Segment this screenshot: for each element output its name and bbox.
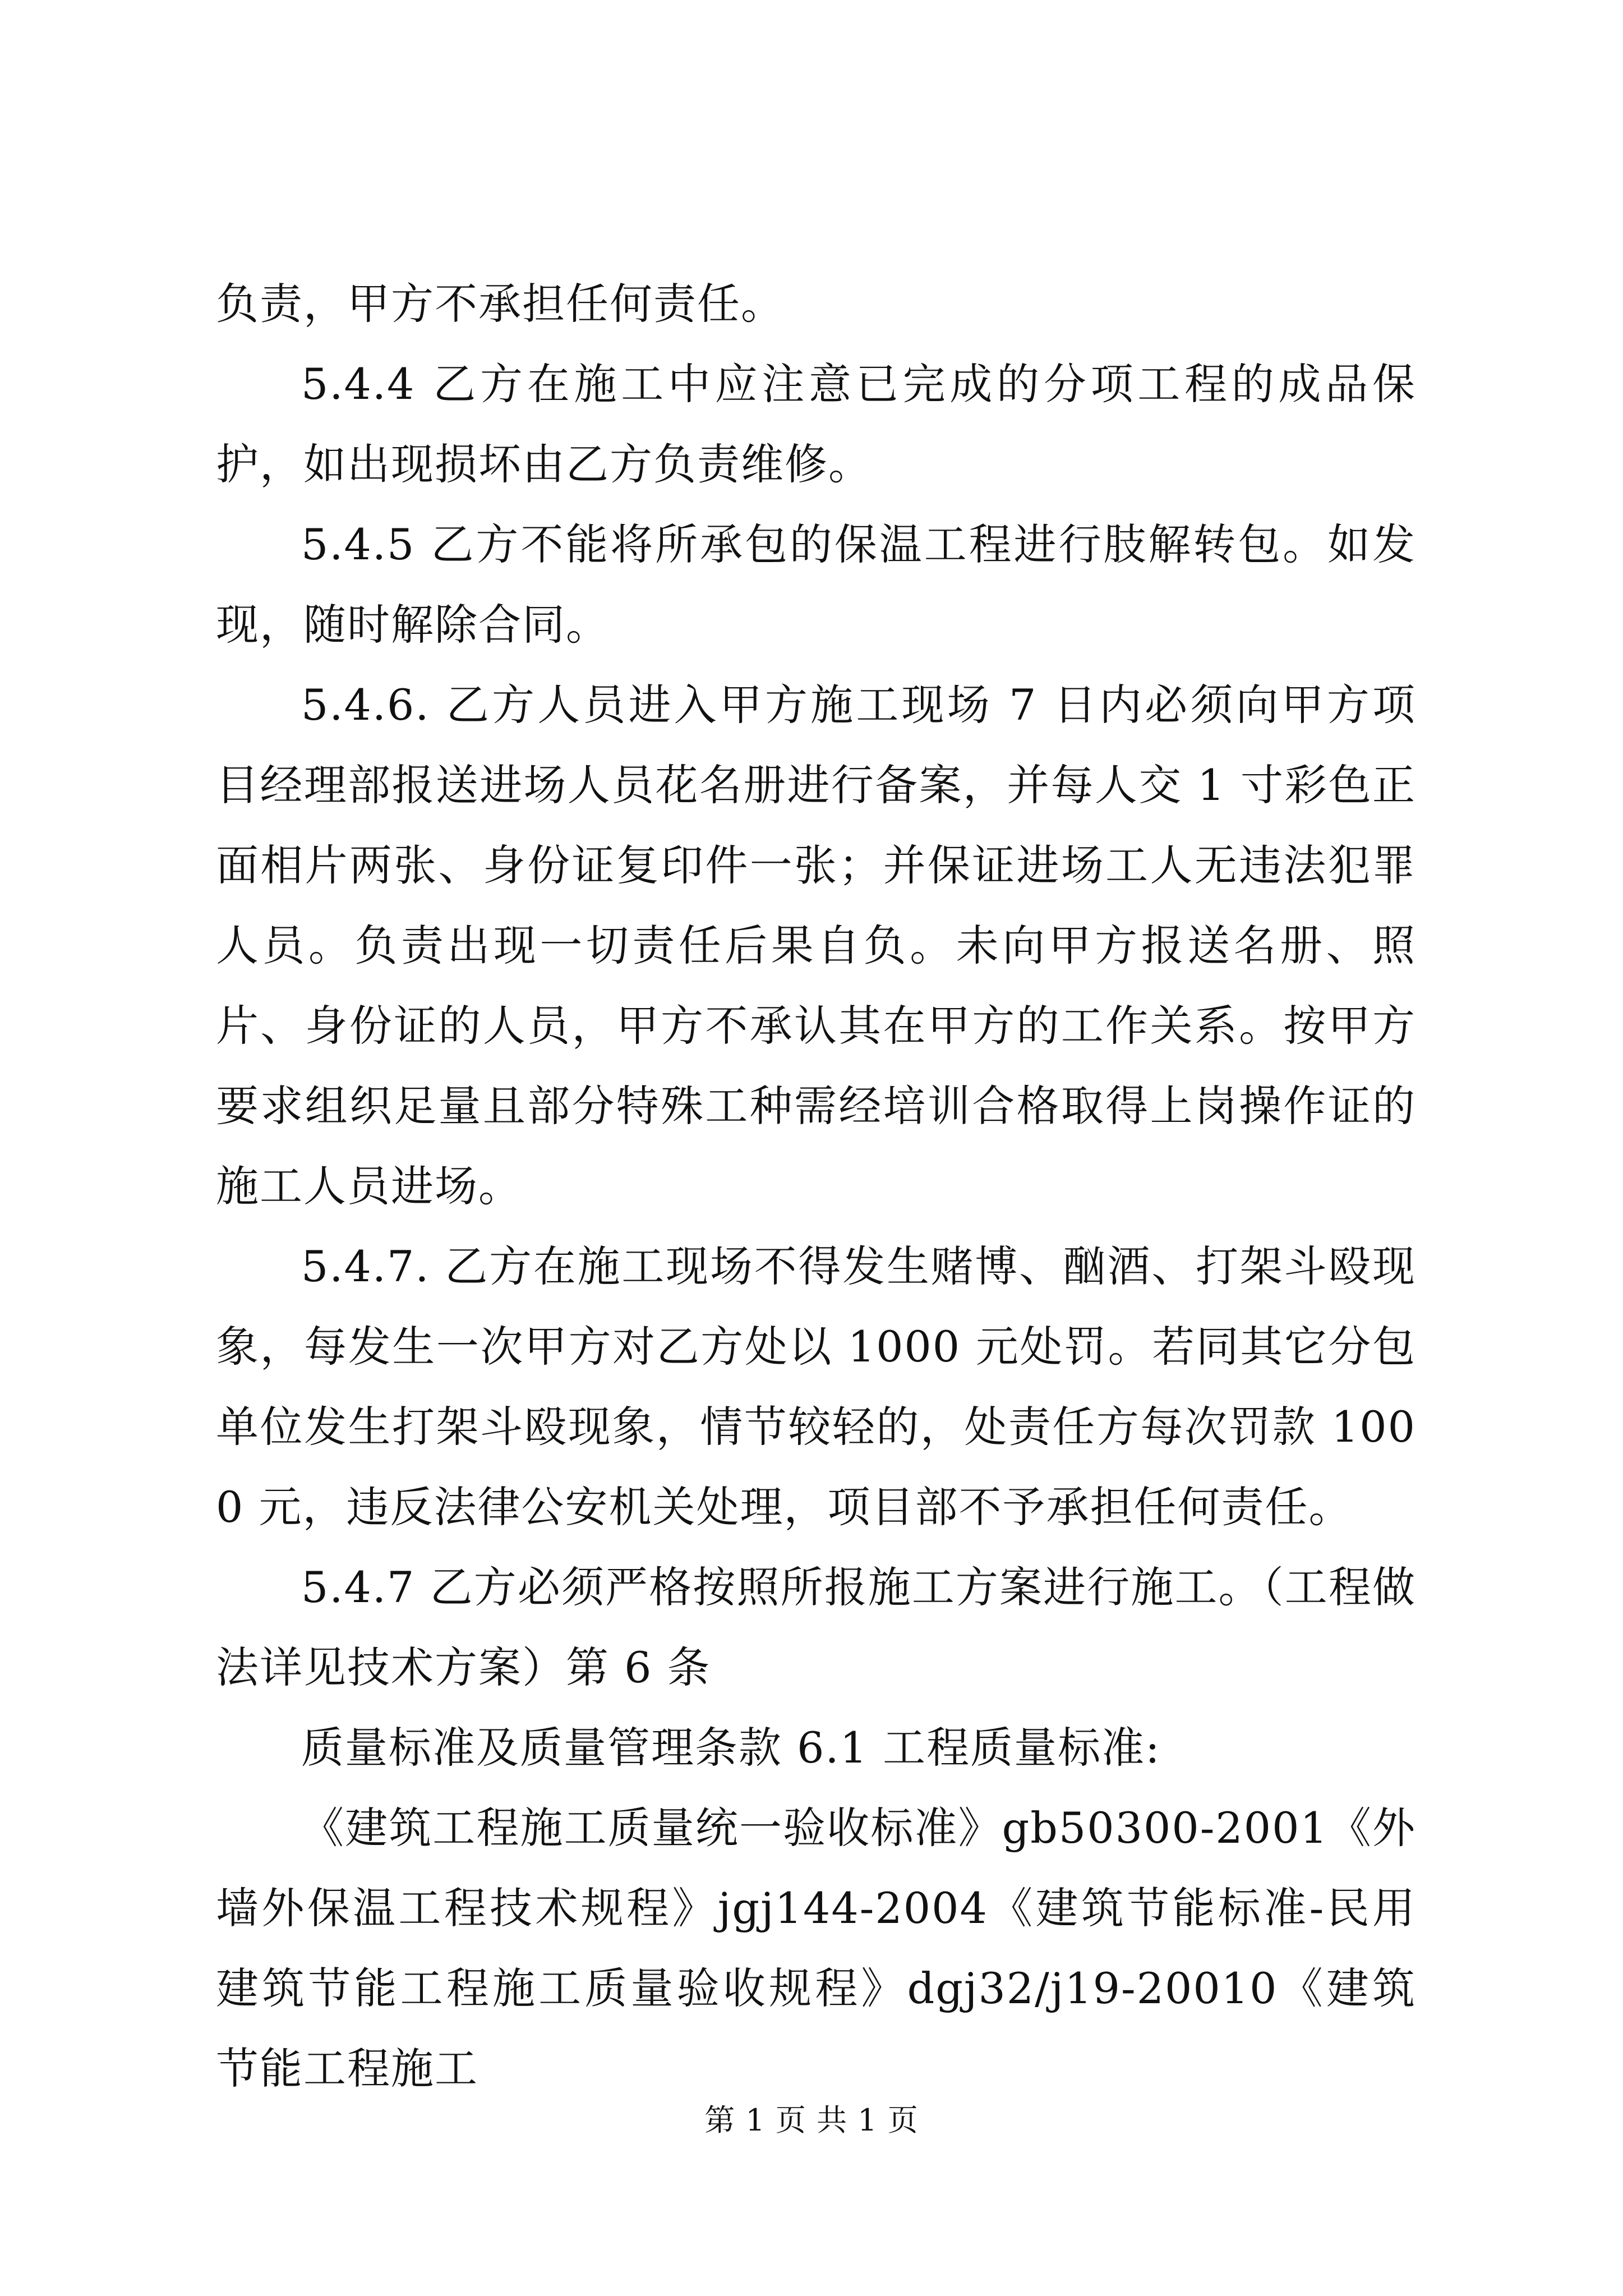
paragraph-continuation: 负责，甲方不承担任何责任。 [216, 279, 785, 329]
paragraph-quality-standards-list: 《建筑工程施工质量统一验收标准》gb50300-2001《外墙外保温工程技术规程》jgj144-2004《建筑节能标准-民用建筑节能工程施工质量验收规程》dgj32/j19-20010《建筑节能工程施工 [216, 1803, 1416, 2093]
paragraph-5-4-6: 5.4.6. 乙方人员进入甲方施工现场 7 日内必须向甲方项目经理部报送进场人员花名册进行备案，并每人交 1 寸彩色正面相片两张、身份证复印件一张；并保证进场工人无违法犯罪人员。负责出现一切责任后果自负。未向甲方报送名册、照片、身份证的人员，甲方不承认其在甲方的工作关系。按甲方要求组织足量且部分特殊工种需经培训合格取得上岗操作证的施工人员进场。 [216, 680, 1416, 1211]
paragraph-5-4-4: 5.4.4 乙方在施工中应注意已完成的分项工程的成品保护，如出现损坏由乙方负责维修。 [216, 359, 1416, 489]
paragraph-5-4-5: 5.4.5 乙方不能将所承包的保温工程进行肢解转包。如发现，随时解除合同。 [216, 519, 1416, 650]
paragraph-quality-standards-heading: 质量标准及质量管理条款 6.1 工程质量标准: [301, 1723, 1161, 1773]
paragraph-5-4-7-construction-plan: 5.4.7 乙方必须严格按照所报施工方案进行施工。（工程做法详见技术方案）第 6 条 [216, 1562, 1416, 1692]
page-footer: 第 1 页 共 1 页 [704, 2102, 919, 2138]
paragraph-5-4-7-conduct: 5.4.7. 乙方在施工现场不得发生赌博、酗酒、打架斗殴现象，每发生一次甲方对乙方处以 1000 元处罚。若同其它分包单位发生打架斗殴现象，情节较轻的，处责任方每次罚款 1000 元，违反法律公安机关处理，项目部不予承担任何责任。 [216, 1241, 1416, 1532]
document-body [216, 264, 1416, 2109]
